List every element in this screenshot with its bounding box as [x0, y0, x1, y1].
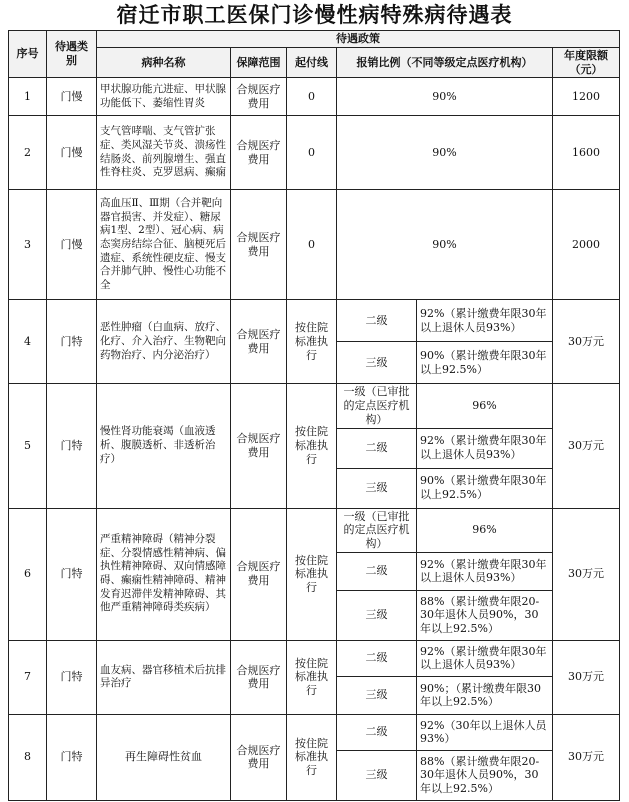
level-ratio-cell: 90%；（累计缴费年限30年以上92.5%） [417, 676, 553, 714]
threshold-cell: 0 [287, 116, 337, 190]
header-scope: 保障范围 [231, 47, 287, 78]
level-ratio-cell: 92%（30年以上退休人员93%） [417, 714, 553, 750]
header-limit: 年度限额（元） [553, 47, 620, 78]
disease-cell: 再生障碍性贫血 [97, 714, 231, 800]
threshold-cell: 按住院标准执行 [287, 508, 337, 640]
scope-cell: 合规医疗费用 [231, 116, 287, 190]
level-ratio-cell: 92%（累计缴费年限30年以上退休人员93%） [417, 428, 553, 468]
header-disease: 病种名称 [97, 47, 231, 78]
table-row [9, 300, 620, 342]
scope-cell: 合规医疗费用 [231, 508, 287, 640]
level-ratio-cell: 96% [417, 384, 553, 428]
level-ratio-cell: 90%（累计缴费年限30年以上92.5%） [417, 342, 553, 384]
disease-cell: 高血压Ⅱ、Ⅲ期（合并靶向器官损害、并发症）、糖尿病1型、2型）、冠心病、病态窦房结综合征、脑梗死后遗症、系统性硬皮症、慢支合并肺气肿、慢性心功能不全 [97, 190, 231, 300]
scope-cell: 合规医疗费用 [231, 78, 287, 116]
threshold-cell: 0 [287, 190, 337, 300]
table-row [9, 640, 620, 676]
scope-cell: 合规医疗费用 [231, 384, 287, 508]
header-type: 待遇类别 [47, 31, 97, 78]
level-cell: 一级（已审批的定点医疗机构） [337, 508, 417, 552]
seq-cell: 6 [9, 508, 47, 640]
header-threshold: 起付线 [287, 47, 337, 78]
level-ratio-cell: 92%（累计缴费年限30年以上退休人员93%） [417, 640, 553, 676]
level-ratio-cell: 92%（累计缴费年限30年以上退休人员93%） [417, 552, 553, 590]
type-cell: 门特 [47, 300, 97, 384]
level-cell: 三级 [337, 676, 417, 714]
type-cell: 门特 [47, 508, 97, 640]
seq-cell: 3 [9, 190, 47, 300]
ratio-cell: 90% [337, 190, 553, 300]
table-row [9, 78, 620, 116]
type-cell: 门特 [47, 714, 97, 800]
level-cell: 三级 [337, 590, 417, 640]
header-ratio: 报销比例（不同等级定点医疗机构） [337, 47, 553, 78]
limit-cell: 30万元 [553, 384, 620, 508]
limit-cell: 1600 [553, 116, 620, 190]
disease-cell: 严重精神障碍（精神分裂症、分裂情感性精神病、偏执性精神障碍、双向情感障碍、癫痫性精神障碍、精神发育迟滞伴发精神障碍、其他严重精神障碍类疾病） [97, 508, 231, 640]
level-ratio-cell: 90%（累计缴费年限30年以上92.5%） [417, 468, 553, 508]
limit-cell: 30万元 [553, 300, 620, 384]
threshold-cell: 按住院标准执行 [287, 714, 337, 800]
threshold-cell: 按住院标准执行 [287, 384, 337, 508]
type-cell: 门慢 [47, 78, 97, 116]
level-cell: 二级 [337, 640, 417, 676]
scope-cell: 合规医疗费用 [231, 300, 287, 384]
level-cell: 三级 [337, 468, 417, 508]
scope-cell: 合规医疗费用 [231, 714, 287, 800]
disease-cell: 恶性肿瘤（白血病、放疗、化疗、介入治疗、生物靶向药物治疗、内分泌治疗） [97, 300, 231, 384]
level-cell: 二级 [337, 428, 417, 468]
level-ratio-cell: 92%（累计缴费年限30年以上退休人员93%） [417, 300, 553, 342]
type-cell: 门慢 [47, 190, 97, 300]
type-cell: 门慢 [47, 116, 97, 190]
level-cell: 三级 [337, 342, 417, 384]
disease-cell: 慢性肾功能衰竭（血液透析、腹膜透析、非透析治疗） [97, 384, 231, 508]
disease-cell: 血友病、器官移植术后抗排异治疗 [97, 640, 231, 714]
type-cell: 门特 [47, 640, 97, 714]
level-cell: 二级 [337, 300, 417, 342]
page-title: 宿迁市职工医保门诊慢性病特殊病待遇表 [116, 2, 513, 27]
limit-cell: 1200 [553, 78, 620, 116]
scope-cell: 合规医疗费用 [231, 190, 287, 300]
level-ratio-cell: 88%（累计缴费年限20-30年退休人员90%，30年以上92.5%） [417, 750, 553, 800]
level-cell: 一级（已审批的定点医疗机构） [337, 384, 417, 428]
seq-cell: 2 [9, 116, 47, 190]
seq-cell: 7 [9, 640, 47, 714]
seq-cell: 1 [9, 78, 47, 116]
limit-cell: 2000 [553, 190, 620, 300]
disease-cell: 支气管哮喘、支气管扩张症、类风湿关节炎、溃疡性结肠炎、前列腺增生、强直性脊柱炎、克罗恩病、癫痫 [97, 116, 231, 190]
table-row [9, 116, 620, 190]
limit-cell: 30万元 [553, 714, 620, 800]
limit-cell: 30万元 [553, 508, 620, 640]
level-ratio-cell: 96% [417, 508, 553, 552]
table-row [9, 714, 620, 750]
header-seq: 序号 [9, 31, 47, 78]
benefits-table [8, 30, 620, 801]
threshold-cell: 按住院标准执行 [287, 300, 337, 384]
disease-cell: 甲状腺功能亢进症、甲状腺功能低下、萎缩性胃炎 [97, 78, 231, 116]
header-policy: 待遇政策 [97, 31, 620, 48]
seq-cell: 8 [9, 714, 47, 800]
level-cell: 二级 [337, 552, 417, 590]
scope-cell: 合规医疗费用 [231, 640, 287, 714]
level-cell: 二级 [337, 714, 417, 750]
limit-cell: 30万元 [553, 640, 620, 714]
threshold-cell: 按住院标准执行 [287, 640, 337, 714]
level-ratio-cell: 88%（累计缴费年限20-30年退休人员90%，30年以上92.5%） [417, 590, 553, 640]
table-row [9, 190, 620, 300]
level-cell: 三级 [337, 750, 417, 800]
table-row [9, 508, 620, 552]
type-cell: 门特 [47, 384, 97, 508]
table-row [9, 384, 620, 428]
seq-cell: 4 [9, 300, 47, 384]
ratio-cell: 90% [337, 116, 553, 190]
threshold-cell: 0 [287, 78, 337, 116]
seq-cell: 5 [9, 384, 47, 508]
ratio-cell: 90% [337, 78, 553, 116]
